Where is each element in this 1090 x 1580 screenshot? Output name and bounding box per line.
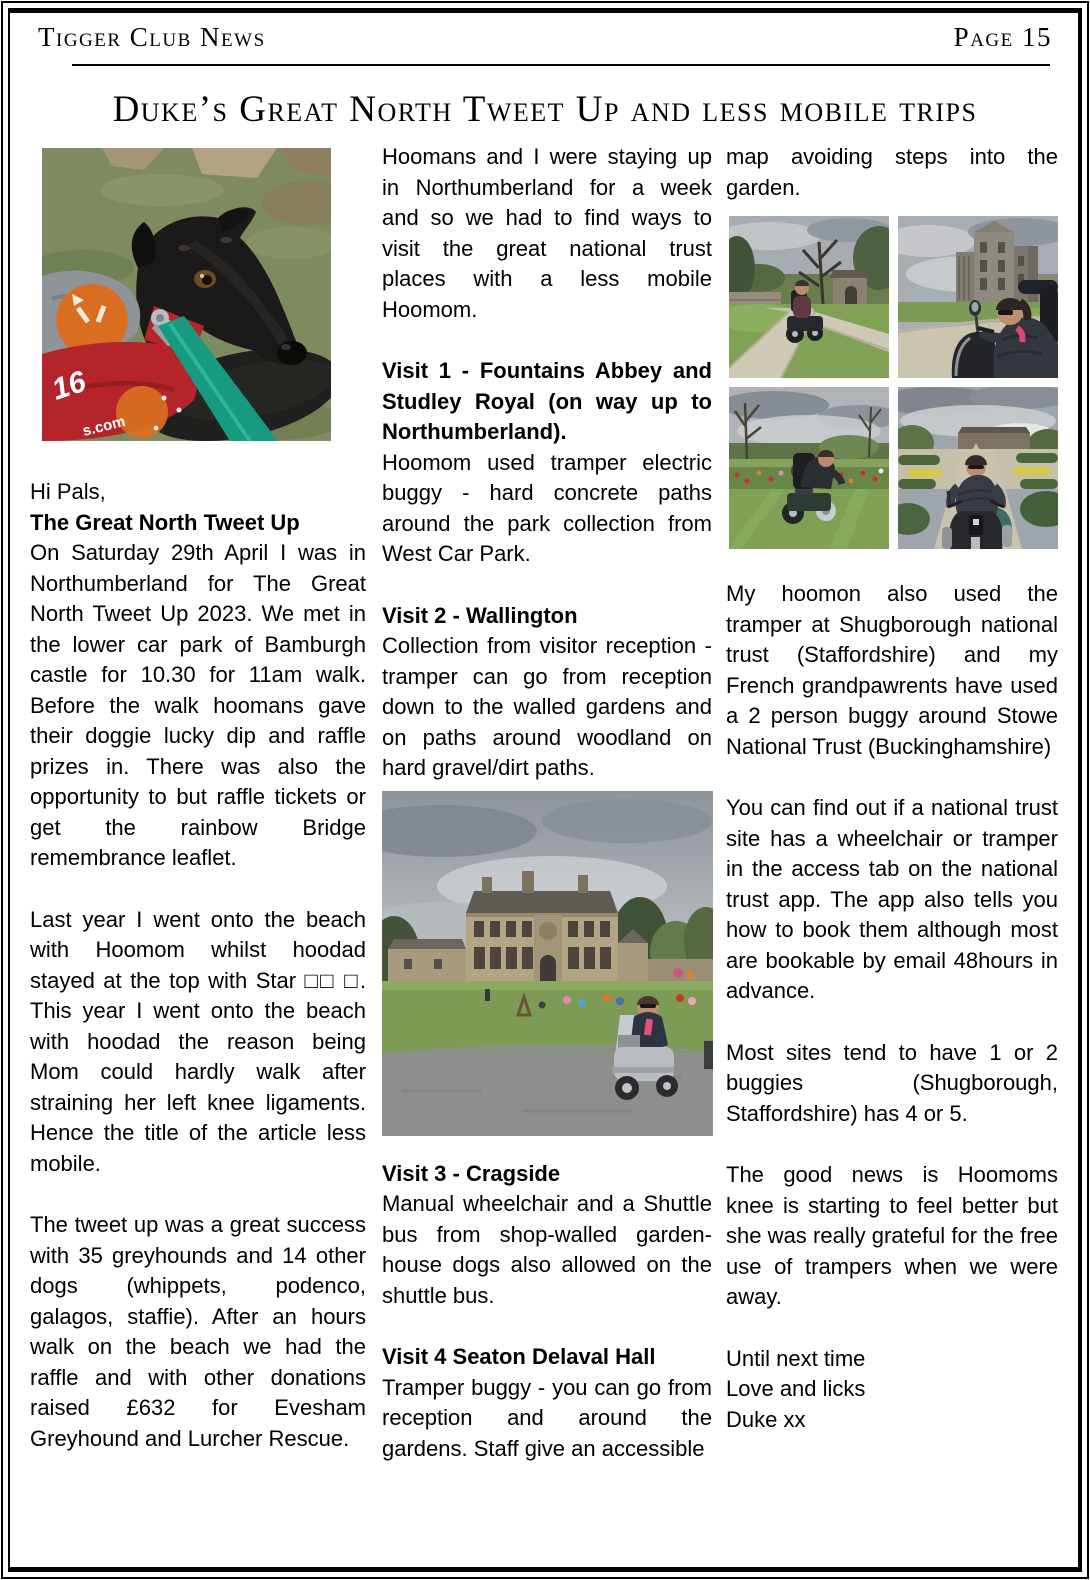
tweet-up-heading: The Great North Tweet Up bbox=[30, 509, 300, 535]
greyhound-photo-illustration bbox=[42, 148, 331, 441]
paragraph: Hoomom used tramper electric buggy - hard concrete paths around the park collection from West Car Park. bbox=[382, 449, 712, 566]
tramper-garden-illustration bbox=[729, 387, 889, 549]
paragraph: The good news is Hoomoms knee is starting to feel better but she was really grateful for the free use of trampers when we were away. bbox=[726, 1162, 1058, 1309]
bandana-text-com: s.com bbox=[80, 412, 128, 440]
photo-tramper-path bbox=[729, 216, 889, 378]
visit-3-heading: Visit 3 - Cragside bbox=[382, 1160, 561, 1186]
column-left bbox=[30, 142, 366, 1454]
header-rule bbox=[72, 64, 1050, 66]
signoff-line: Duke xx bbox=[726, 1406, 806, 1432]
photo-duke-greyhound bbox=[42, 148, 331, 441]
paragraph: Manual wheelchair and a Shuttle bus from shop-walled garden-house dogs also allowed on the shuttle bus. bbox=[382, 1191, 712, 1308]
visit-1-heading: Visit 1 - Fountains Abbey and Studley Royal (on way up to Northumberland). bbox=[382, 358, 712, 444]
page-number: Page 15 bbox=[953, 22, 1052, 52]
visit-2-heading: Visit 2 - Wallington bbox=[382, 602, 578, 628]
newsletter-title: Tigger Club News bbox=[38, 22, 266, 52]
tramper-parterre-illustration bbox=[898, 387, 1058, 549]
paragraph: Hoomans and I were staying up in Northumberland for a week and so we had to find ways to visit the great national trust places with a less mobile Hoomom. bbox=[382, 144, 712, 322]
tramper-hall-illustration bbox=[898, 216, 1058, 378]
column-middle bbox=[382, 142, 712, 1464]
paragraph: Collection from visitor reception - tramper can go from reception down to the walled gardens and on paths around woodland on hard gravel/dirt paths. bbox=[382, 633, 712, 780]
paragraph: map avoiding steps into the garden. bbox=[726, 144, 1058, 200]
photo-tramper-tulip-garden bbox=[729, 387, 889, 549]
paragraph: On Saturday 29th April I was in Northumberland for The Great North Tweet Up 2023. We met in the lower car park of Bamburgh castle for 10.30 for 11am walk. Before the walk hoomans gave their doggie lucky dip and raffle prizes in. There was also the opportunity to but raffle tickets or get the rainbow Bridge remembrance leaflet. bbox=[30, 540, 366, 870]
tramper-path-illustration bbox=[729, 216, 889, 378]
wallington-photo-illustration bbox=[382, 791, 713, 1136]
bandana-text-16: 16 bbox=[47, 364, 90, 407]
photo-tramper-seaton-delaval bbox=[898, 216, 1058, 378]
tramper-photo-grid bbox=[729, 216, 1058, 549]
greeting: Hi Pals, bbox=[30, 479, 106, 504]
paragraph: Most sites tend to have 1 or 2 buggies (Shugborough, Staffordshire) has 4 or 5. bbox=[726, 1039, 1058, 1126]
paragraph: My hoomon also used the tramper at Shugborough national trust (Staffordshire) and my French grandpawrents have used a 2 person buggy around Stowe National Trust (Buckinghamshire) bbox=[726, 581, 1058, 759]
signoff-line: Until next time bbox=[726, 1345, 866, 1371]
photo-wallington-hall bbox=[382, 791, 713, 1136]
photo-tramper-parterre bbox=[898, 387, 1058, 549]
column-right bbox=[726, 142, 1058, 1435]
paragraph: Last year I went onto the beach with Hoomom whilst hoodad stayed at the top with Star □□ □. This year I went onto the beach with hoodad the reason being Mom could hardly walk after straining her left knee ligaments. Hence the title of the article less mobile. bbox=[30, 906, 366, 1176]
paragraph: The tweet up was a great success with 35 greyhounds and 14 other dogs (whippets, podenco, galagos, staffie). After an hours walk on the beach we had the raffle and with other donations raised £632 for Evesham Greyhound and Lurcher Rescue. bbox=[30, 1212, 366, 1451]
article-title: Duke’s Great North Tweet Up and less mobile trips bbox=[112, 89, 978, 130]
visit-4-heading: Visit 4 Seaton Delaval Hall bbox=[382, 1344, 656, 1369]
page-header bbox=[38, 22, 1052, 53]
paragraph: You can find out if a national trust site has a wheelchair or tramper in the access tab on the national trust app. The app also tells you how to book them although most are bookable by email 48hours in advance. bbox=[726, 795, 1058, 1003]
signoff-line: Love and licks bbox=[726, 1376, 866, 1401]
paragraph: Tramper buggy - you can go from reception and around the gardens. Staff give an accessible bbox=[382, 1374, 712, 1461]
signoff bbox=[726, 1344, 1058, 1436]
